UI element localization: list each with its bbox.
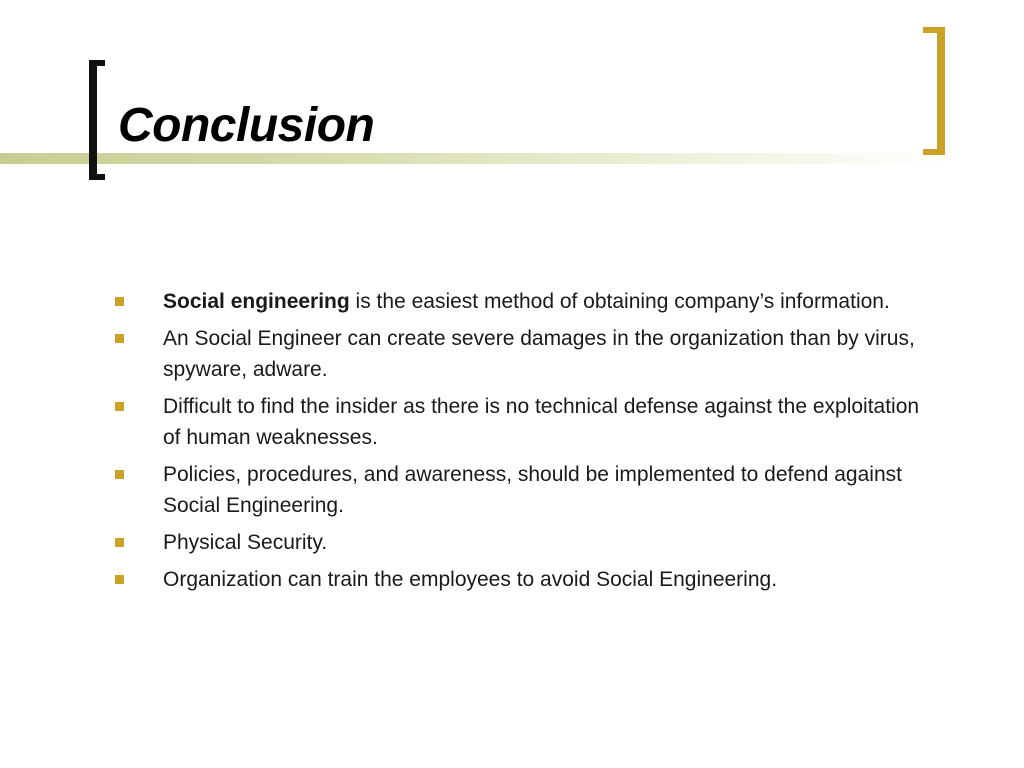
bullet-item [112,391,942,453]
bullet-text: Policies, procedures, and awareness, should be implemented to defend against Social Engineering. [163,463,902,517]
bullet-item [112,286,942,317]
bullet-text: An Social Engineer can create severe damages in the organization than by virus, spyware, adware. [163,327,915,381]
square-bullet-icon [115,538,124,547]
bullet-item [112,323,942,385]
bullet-item [112,459,942,521]
title-underline-rule [0,153,950,164]
square-bullet-icon [115,402,124,411]
right-bracket-decoration [923,27,945,155]
square-bullet-icon [115,297,124,306]
square-bullet-icon [115,575,124,584]
bullet-list [112,286,942,601]
square-bullet-icon [115,334,124,343]
left-bracket-decoration [89,60,105,180]
bullet-text: is the easiest method of obtaining company’s information. [349,290,890,313]
bullet-item [112,527,942,558]
bullet-lead-text: Social engineering [163,290,350,313]
bullet-text: Organization can train the employees to avoid Social Engineering. [163,568,778,591]
bullet-text: Difficult to find the insider as there is no technical defense against the exploitation of human weaknesses. [163,395,920,449]
slide-title: Conclusion [118,99,375,152]
bullet-item [112,564,942,595]
bullet-text: Physical Security. [163,531,328,554]
square-bullet-icon [115,470,124,479]
